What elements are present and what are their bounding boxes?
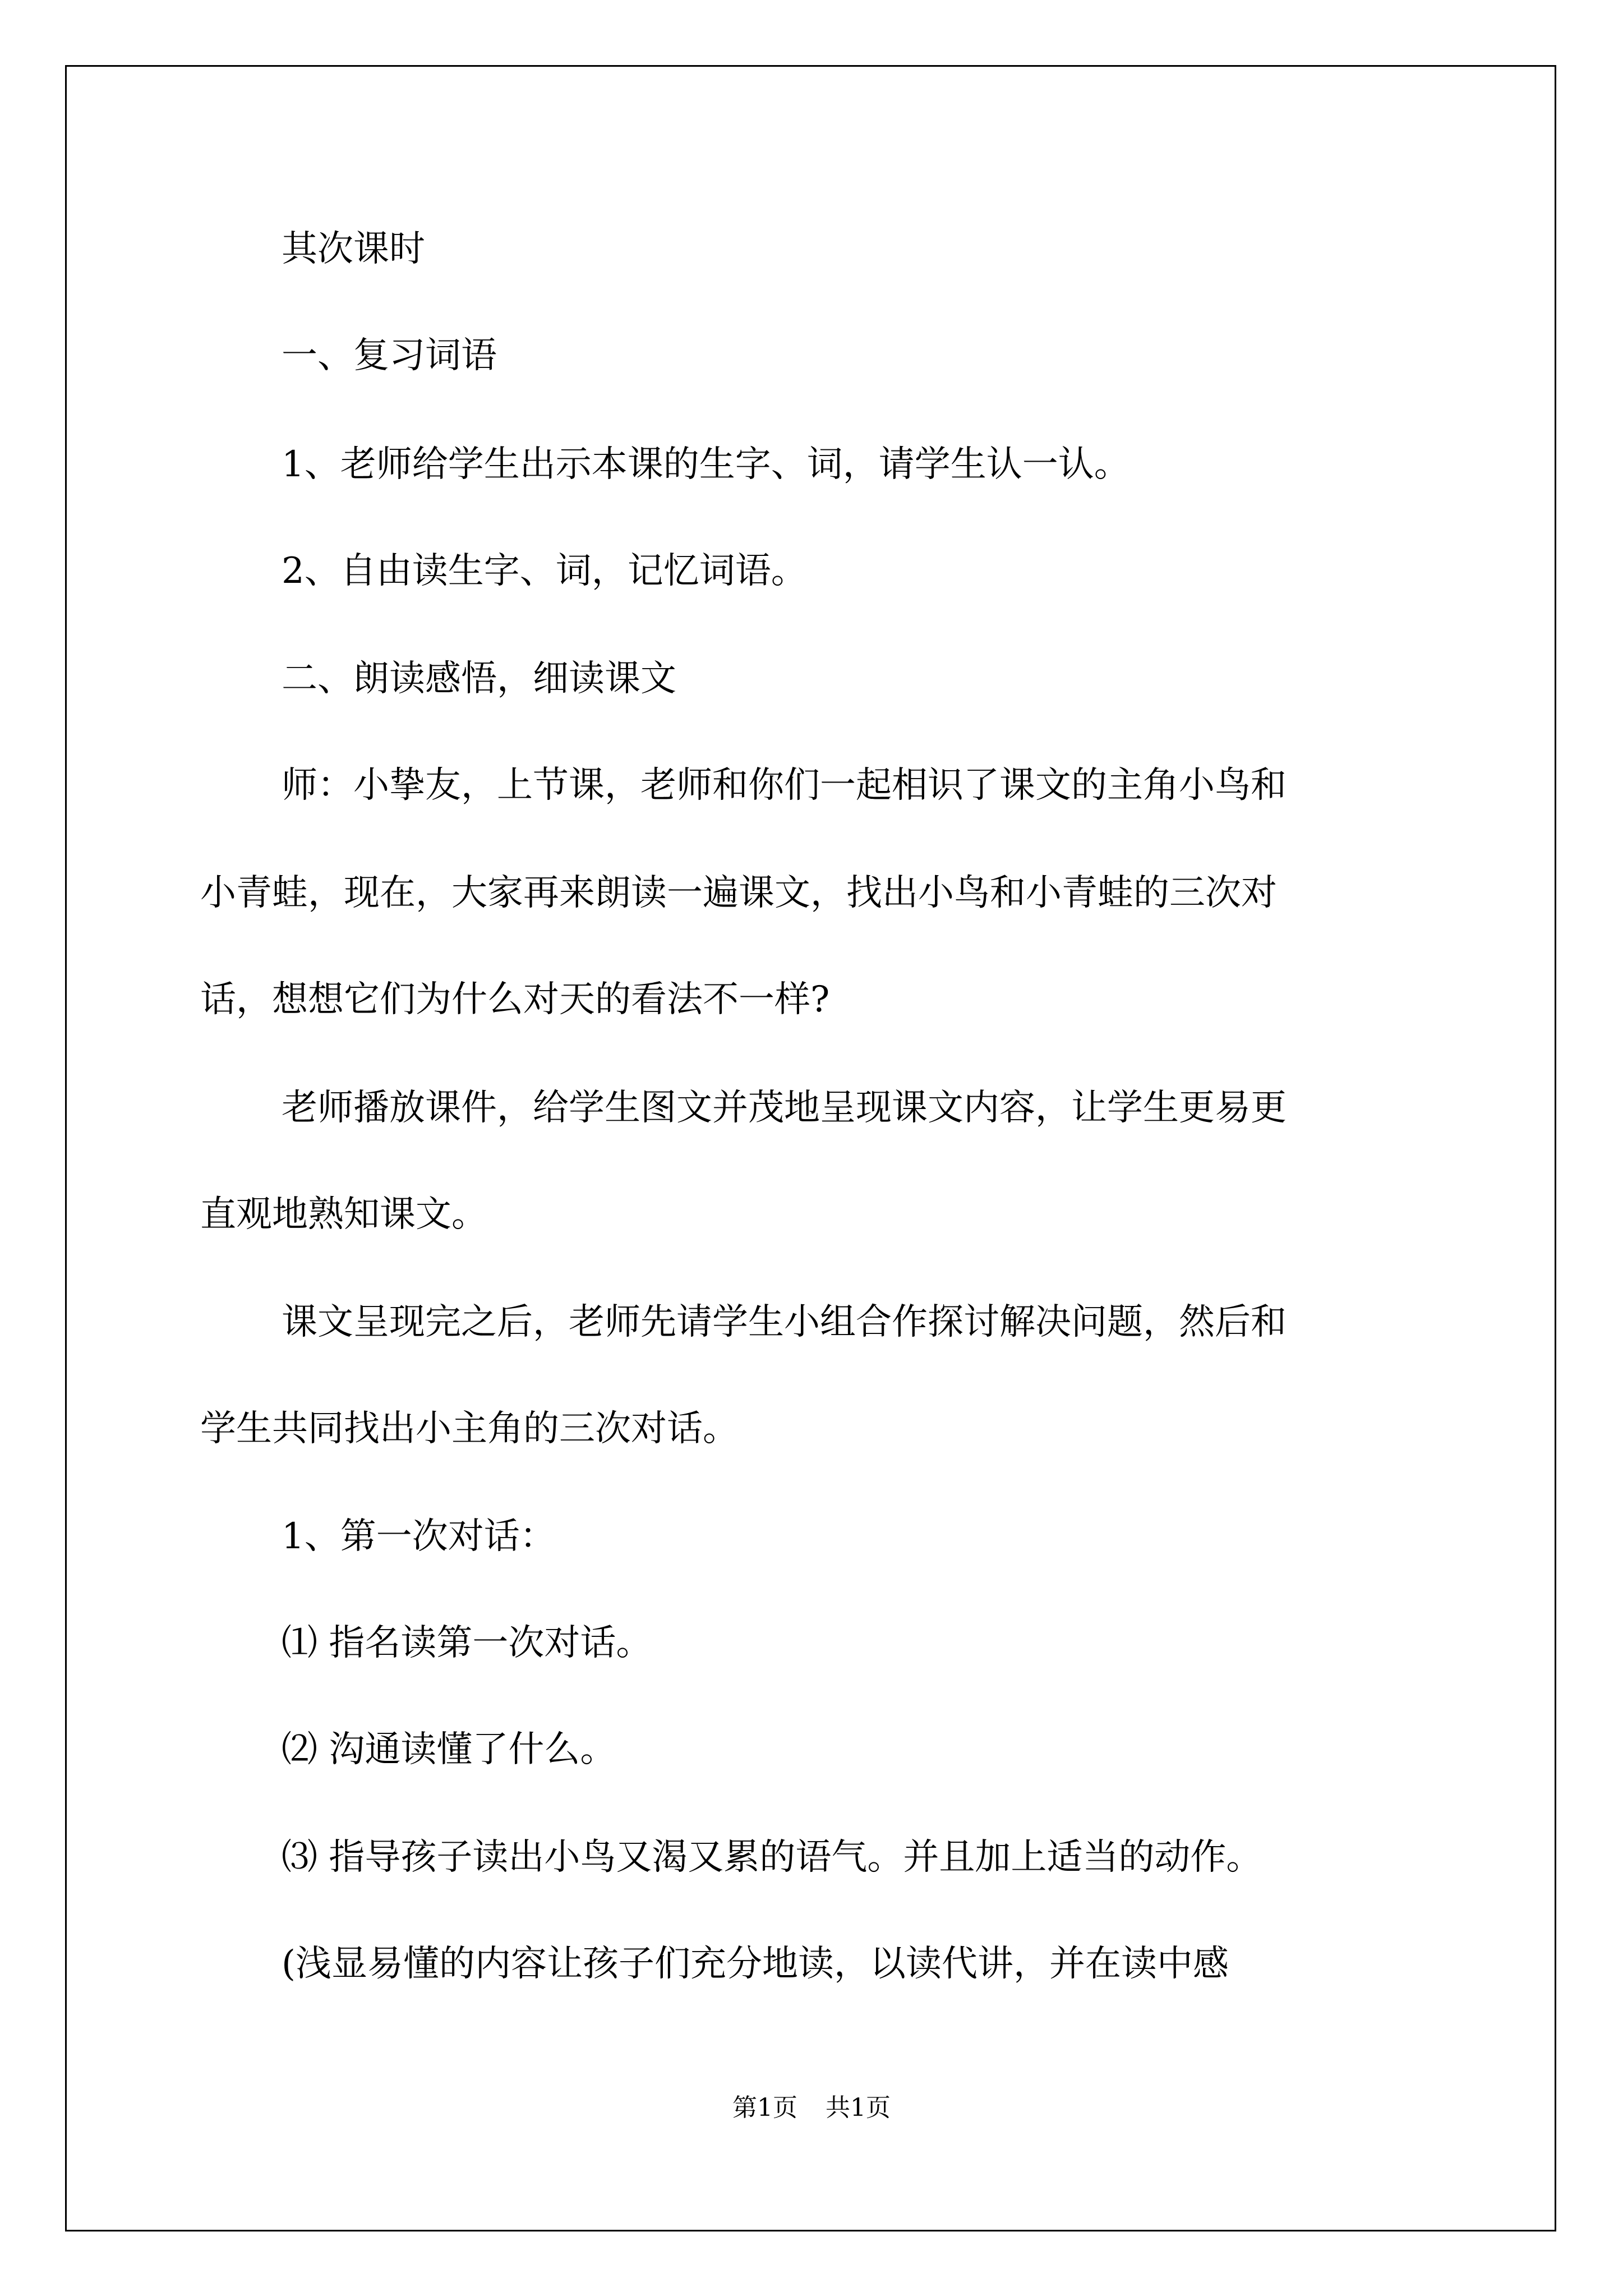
- list-item: ⑴ 指名读第一次对话。: [282, 1622, 652, 1664]
- paragraph-line: 2、自由读生字、词，记忆词语。: [282, 550, 807, 592]
- heading-lesson: 其次课时: [282, 228, 425, 270]
- heading-section-1: 一、复习词语: [282, 335, 497, 376]
- paragraph-line: 1、老师给学生出示本课的生字、词，请学生认一认。: [282, 444, 1130, 485]
- paragraph-line: 学生共同找出小主角的三次对话。: [200, 1408, 739, 1450]
- paragraph-line: 小青蛙，现在，大家再来朗读一遍课文，找出小鸟和小青蛙的三次对: [200, 872, 1277, 914]
- heading-section-2: 二、朗读感悟，细读课文: [282, 658, 676, 700]
- page-number-total: 共1页: [826, 2093, 891, 2122]
- paragraph-line: 课文呈现完之后，老师先请学生小组合作探讨解决问题，然后和: [282, 1301, 1287, 1343]
- page-footer: [0, 2092, 1623, 2124]
- paragraph-line: 1、第一次对话：: [282, 1516, 556, 1557]
- list-item: ⑵ 沟通读懂了什么。: [282, 1729, 616, 1770]
- paragraph-line: 直观地熟知课文。: [200, 1194, 487, 1235]
- page-border: [65, 65, 1556, 2231]
- paragraph-line: (浅显易懂的内容让孩子们充分地读，以读代讲，并在读中感: [282, 1943, 1229, 1985]
- paragraph-line: 师：小挚友，上节课，老师和你们一起相识了课文的主角小鸟和: [282, 765, 1287, 806]
- paragraph-line: 老师播放课件，给学生图文并茂地呈现课文内容，让学生更易更: [282, 1087, 1287, 1129]
- page-number-current: 第1页: [732, 2093, 797, 2122]
- paragraph-line: 话，想想它们为什么对天的看法不一样?: [200, 979, 830, 1020]
- list-item: ⑶ 指导孩子读出小鸟又渴又累的语气。并且加上适当的动作。: [282, 1837, 1262, 1878]
